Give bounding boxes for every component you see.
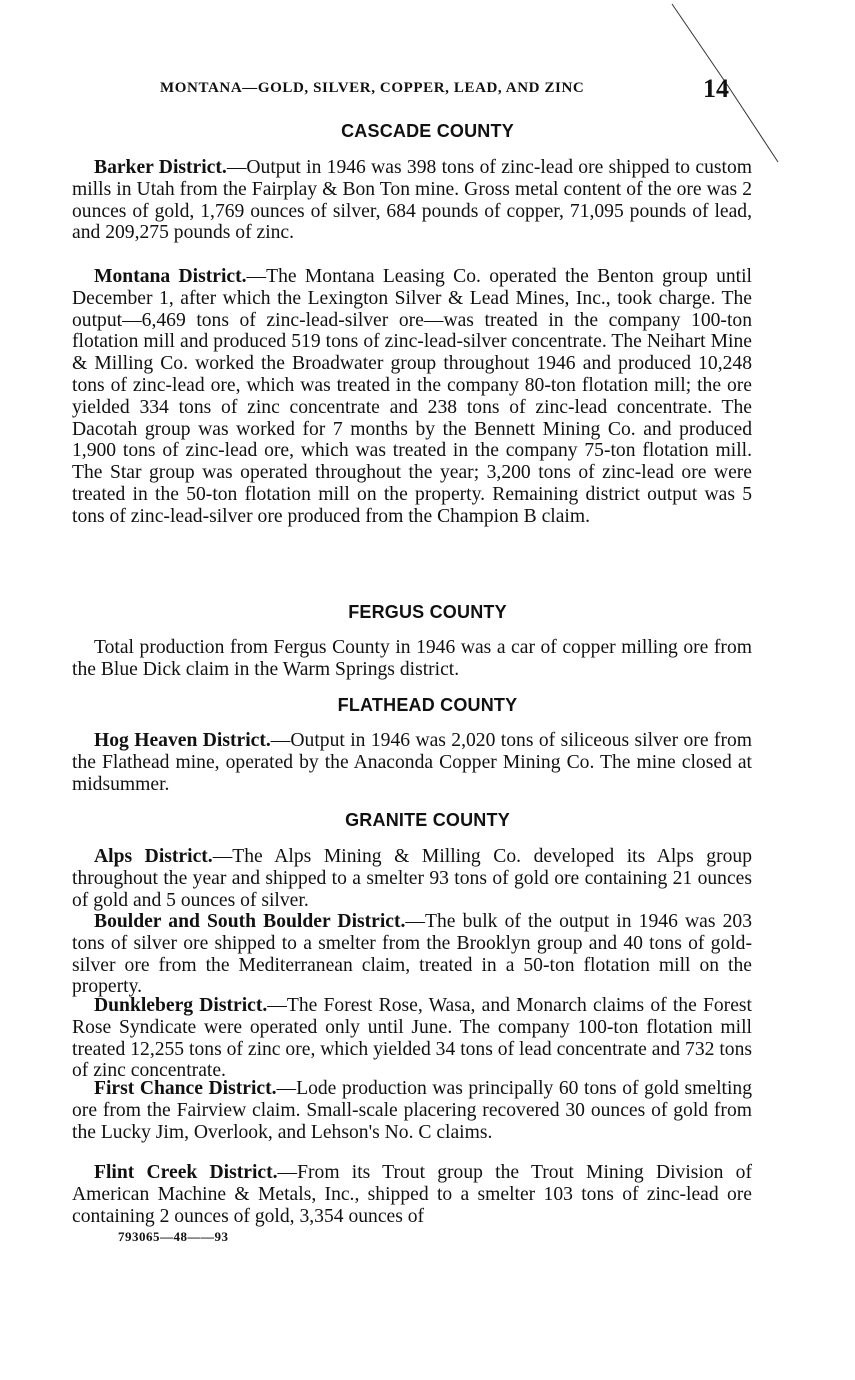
paragraph-first-chance-district — [72, 1078, 752, 1143]
running-header-title: MONTANA—GOLD, SILVER, COPPER, LEAD, AND ZINC — [160, 80, 585, 96]
district-name: Dunkleberg District. — [94, 995, 268, 1016]
paragraph-text: Total production from Fergus County in 1946 was a car of copper milling ore from the Blue Dick claim in the Warm Springs district. — [72, 637, 752, 680]
paragraph-boulder-south-boulder-district — [72, 911, 752, 998]
section-heading-cascade-county: CASCADE COUNTY — [341, 121, 514, 141]
paragraph-text: —The Montana Leasing Co. operated the Benton group until December 1, after which the Lexington Silver & Lead Mines, Inc., took charge. The output—6,469 tons of zinc-lead-silver ore—was treated in the company 100-ton flotation mill and produced 519 tons of zinc-lead-silver concentrate. The Neihart Mine & Milling Co. worked the Broadwater group throughout 1946 and produced 10,248 tons of zinc-lead ore, which was treated in the company 80-ton flotation mill; the ore yielded 334 tons of zinc concentrate and 238 tons of zinc-lead concentrate. The Dacotah group was worked for 7 months by the Bennett Mining Co. and produced 1,900 tons of zinc-lead ore, which was treated in the company 75-ton flotation mill. The Star group was operated throughout the year; 3,200 tons of zinc-lead ore were treated in the 50-ton flotation mill on the property. Remaining district output was 5 tons of zinc-lead-silver ore produced from the Champion B claim. — [72, 266, 753, 527]
section-heading-granite-county: GRANITE COUNTY — [345, 810, 510, 830]
district-name: Alps District. — [94, 846, 213, 867]
district-name: Montana District. — [94, 266, 247, 287]
paragraph-text: —From its Trout group the Trout Mining Division of American Machine & Metals, Inc., shipped to a smelter 103 tons of zinc-lead ore containing 2 ounces of gold, 3,354 ounces of — [72, 1162, 752, 1227]
paragraph-text: —The Forest Rose, Wasa, and Monarch claims of the Forest Rose Syndicate were operated only until June. The company 100-ton flotation mill treated 12,255 tons of zinc ore, which yielded 34 tons of lead concentrate and 732 tons of zinc concentrate. — [72, 995, 752, 1082]
district-name: First Chance District. — [94, 1078, 277, 1099]
paragraph-text: —Lode production was principally 60 tons of gold smelting ore from the Fairview claim. Small-scale placering recovered 30 ounces of gold from the Lucky Jim, Overlook, and Lehson's No. C claims. — [72, 1078, 753, 1143]
paragraph-montana-district — [72, 266, 752, 528]
district-name: Barker District. — [94, 157, 227, 178]
section-heading-fergus-county: FERGUS COUNTY — [348, 602, 507, 622]
district-name: Hog Heaven District. — [94, 730, 271, 751]
paragraph-flint-creek-district — [72, 1162, 752, 1227]
paragraph-text: —Output in 1946 was 398 tons of zinc-lead ore shipped to custom mills in Utah from the Fairplay & Bon Ton mine. Gross metal content of the ore was 2 ounces of gold, 1,769 ounces of silver, 684 pounds of copper, 71,095 pounds of lead, and 209,275 pounds of zinc. — [72, 157, 752, 244]
paragraph-text: —The bulk of the output in 1946 was 203 tons of silver ore shipped to a smelter from the Brooklyn group and 40 tons of gold-silver ore from the Mediterranean claim, treated in a 50-ton flotation mill on the property. — [72, 911, 752, 998]
paragraph-dunkleberg-district — [72, 995, 752, 1082]
district-name: Boulder and South Boulder District. — [94, 911, 406, 932]
paragraph-text: —Output in 1946 was 2,020 tons of siliceous silver ore from the Flathead mine, operated by the Anaconda Copper Mining Co. The mine closed at midsummer. — [72, 730, 753, 795]
paragraph-text: —The Alps Mining & Milling Co. developed its Alps group throughout the year and shipped to a smelter 93 tons of gold ore containing 21 ounces of gold and 5 ounces of silver. — [72, 846, 752, 911]
page-number: 14 — [703, 74, 729, 103]
paragraph-alps-district — [72, 846, 752, 911]
section-heading-flathead-county: FLATHEAD COUNTY — [337, 695, 518, 715]
paragraph-fergus-total-production — [72, 637, 752, 681]
paragraph-barker-district — [72, 157, 752, 244]
footer-print-code: 793065—48——93 — [118, 1229, 229, 1244]
paragraph-hog-heaven-district — [72, 730, 752, 795]
district-name: Flint Creek District. — [94, 1162, 278, 1183]
